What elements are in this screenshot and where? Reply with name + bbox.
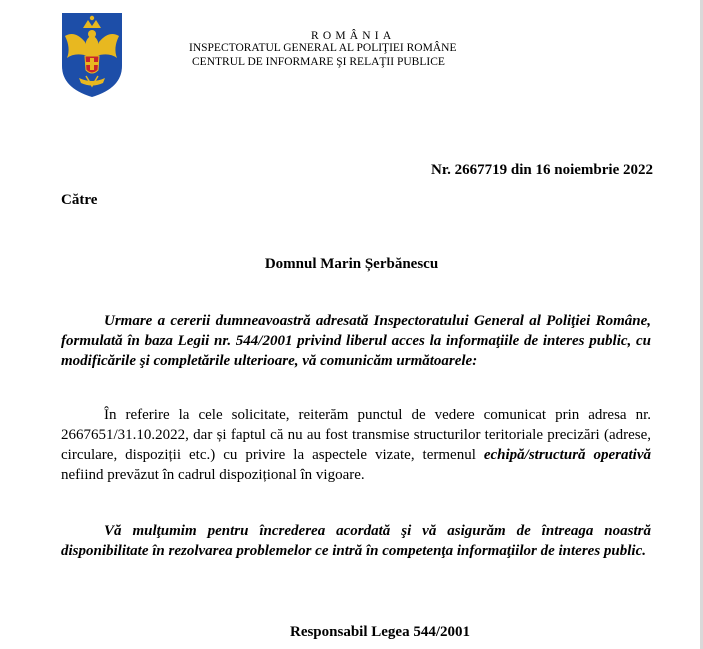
intro-paragraph: Urmare a cererii dumneavoastră adresată Inspectoratului General al Poliţiei Române, formulată în baza Legii nr. 544/2001 privind liberul acces la informaţiile de interes public, cu modificările şi completările ulterioare, vă comunicăm următoarele:: [61, 313, 651, 369]
reference-number: Nr. 2667719 din 16 noiembrie 2022: [431, 162, 653, 178]
response-text-end: nefiind prevăzut în cadrul dispozițional în vigoare.: [61, 467, 365, 483]
header-department: CENTRUL DE INFORMARE ŞI RELAŢII PUBLICE: [192, 56, 445, 68]
addressee-name: Domnul Marin Șerbănescu: [264, 256, 439, 272]
response-paragraph: [61, 405, 651, 485]
header-country: ROMÂNIA: [311, 30, 396, 42]
response-text-start: În referire la cele solicitate, reiterăm punctul de vedere comunicat prin adresa nr. 2667651/31.10.2022, dar și faptul că nu au fost transmise structurilor teritoriale precizări (adrese, circulare, dispoziții etc.) cu privire la aspectele vizate, termenul: [61, 407, 651, 463]
closing-paragraph: Vă mulţumim pentru încrederea acordată şi vă asigurăm de întreaga noastră disponibilitate în rezolvarea problemelor ce intră în competenţa informaţiilor de interes public.: [61, 523, 651, 559]
response-emphasis: echipă/structură operativă: [483, 447, 651, 463]
header-institution: INSPECTORATUL GENERAL AL POLIŢIEI ROMÂNE: [189, 42, 457, 54]
police-crest-icon: [61, 12, 123, 98]
signer-title: Responsabil Legea 544/2001: [289, 624, 470, 640]
to-label: Către: [61, 192, 98, 208]
